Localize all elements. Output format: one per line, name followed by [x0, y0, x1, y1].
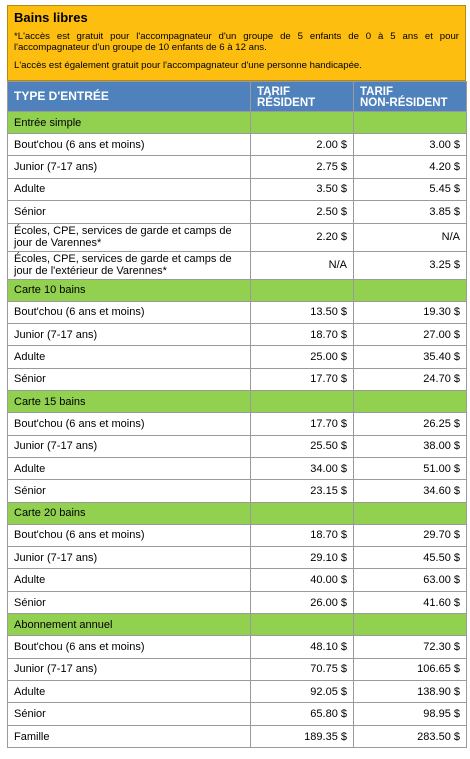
- section-filler: [251, 391, 354, 413]
- section-filler: [354, 279, 467, 301]
- entry-type-cell: Bout'chou (6 ans et moins): [8, 636, 251, 658]
- resident-price-cell: 26.00 $: [251, 591, 354, 613]
- table-row: [8, 301, 467, 323]
- nonresident-price-cell: 3.85 $: [354, 201, 467, 223]
- table-row: [8, 480, 467, 502]
- table-header: [8, 82, 467, 112]
- nonresident-price-cell: 41.60 $: [354, 591, 467, 613]
- nonresident-price-cell: 4.20 $: [354, 156, 467, 178]
- resident-price-cell: 189.35 $: [251, 725, 354, 747]
- section-title: Carte 10 bains: [8, 279, 251, 301]
- nonresident-price-cell: 38.00 $: [354, 435, 467, 457]
- resident-price-cell: 13.50 $: [251, 301, 354, 323]
- section-title: Carte 15 bains: [8, 391, 251, 413]
- nonresident-price-cell: 51.00 $: [354, 457, 467, 479]
- nonresident-price-cell: 19.30 $: [354, 301, 467, 323]
- resident-price-cell: 92.05 $: [251, 681, 354, 703]
- nonresident-price-cell: 5.45 $: [354, 178, 467, 200]
- table-row: [8, 591, 467, 613]
- resident-price-cell: 18.70 $: [251, 524, 354, 546]
- section-filler: [251, 279, 354, 301]
- section-row: [8, 614, 467, 636]
- section-title: Abonnement annuel: [8, 614, 251, 636]
- entry-type-cell: Adulte: [8, 346, 251, 368]
- resident-price-cell: 70.75 $: [251, 658, 354, 680]
- resident-price-cell: 18.70 $: [251, 323, 354, 345]
- entry-type-cell: Bout'chou (6 ans et moins): [8, 301, 251, 323]
- resident-price-cell: 40.00 $: [251, 569, 354, 591]
- table-row: [8, 636, 467, 658]
- table-body: [8, 112, 467, 748]
- table-row: [8, 223, 467, 251]
- entry-type-cell: Junior (7-17 ans): [8, 435, 251, 457]
- entry-type-cell: Adulte: [8, 178, 251, 200]
- notice-title: Bains libres: [14, 10, 88, 25]
- table-row: [8, 156, 467, 178]
- section-filler: [251, 112, 354, 134]
- nonresident-price-cell: 72.30 $: [354, 636, 467, 658]
- table-row: [8, 681, 467, 703]
- entry-type-cell: Junior (7-17 ans): [8, 323, 251, 345]
- nonresident-price-cell: 106.65 $: [354, 658, 467, 680]
- entry-type-cell: Adulte: [8, 457, 251, 479]
- entry-type-cell: Junior (7-17 ans): [8, 156, 251, 178]
- entry-type-cell: Sénior: [8, 703, 251, 725]
- table-row: [8, 457, 467, 479]
- notice-note: *L'accès est gratuit pour l'accompagnateur d'un groupe de 5 enfants de 0 à 5 ans et pour l'accompagnateur d'un groupe de 10 enfants de 6 à 12 ans.: [14, 31, 459, 53]
- resident-price-cell: 2.00 $: [251, 134, 354, 156]
- nonresident-price-cell: 3.25 $: [354, 251, 467, 279]
- nonresident-price-cell: 29.70 $: [354, 524, 467, 546]
- notice-note-accessibility: L'accès est également gratuit pour l'accompagnateur d'une personne handicapée.: [14, 60, 362, 71]
- section-filler: [354, 502, 467, 524]
- nonresident-price-cell: 27.00 $: [354, 323, 467, 345]
- entry-type-cell: Écoles, CPE, services de garde et camps de jour de Varennes*: [8, 223, 251, 251]
- table-row: [8, 413, 467, 435]
- nonresident-price-cell: N/A: [354, 223, 467, 251]
- resident-price-cell: 2.20 $: [251, 223, 354, 251]
- table-row: [8, 251, 467, 279]
- entry-type-cell: Bout'chou (6 ans et moins): [8, 134, 251, 156]
- nonresident-price-cell: 35.40 $: [354, 346, 467, 368]
- entry-type-cell: Junior (7-17 ans): [8, 547, 251, 569]
- table-row: [8, 323, 467, 345]
- table-row: [8, 547, 467, 569]
- table-row: [8, 346, 467, 368]
- resident-price-cell: 2.50 $: [251, 201, 354, 223]
- section-row: [8, 112, 467, 134]
- nonresident-price-cell: 98.95 $: [354, 703, 467, 725]
- resident-price-cell: 34.00 $: [251, 457, 354, 479]
- section-row: [8, 502, 467, 524]
- resident-price-cell: 65.80 $: [251, 703, 354, 725]
- table-row: [8, 658, 467, 680]
- entry-type-cell: Sénior: [8, 201, 251, 223]
- resident-price-cell: 23.15 $: [251, 480, 354, 502]
- nonresident-price-cell: 45.50 $: [354, 547, 467, 569]
- table-row: [8, 569, 467, 591]
- entry-type-cell: Sénior: [8, 591, 251, 613]
- table-row: [8, 703, 467, 725]
- entry-type-cell: Junior (7-17 ans): [8, 658, 251, 680]
- resident-price-cell: 25.00 $: [251, 346, 354, 368]
- nonresident-price-cell: 26.25 $: [354, 413, 467, 435]
- entry-type-cell: Adulte: [8, 569, 251, 591]
- resident-price-cell: 2.75 $: [251, 156, 354, 178]
- entry-type-cell: Adulte: [8, 681, 251, 703]
- resident-price-cell: 29.10 $: [251, 547, 354, 569]
- resident-price-cell: 48.10 $: [251, 636, 354, 658]
- nonresident-price-cell: 283.50 $: [354, 725, 467, 747]
- entry-type-cell: Sénior: [8, 480, 251, 502]
- entry-type-cell: Famille: [8, 725, 251, 747]
- table-row: [8, 725, 467, 747]
- resident-price-cell: 3.50 $: [251, 178, 354, 200]
- section-filler: [354, 614, 467, 636]
- resident-price-cell: 17.70 $: [251, 368, 354, 390]
- resident-price-cell: 25.50 $: [251, 435, 354, 457]
- nonresident-price-cell: 34.60 $: [354, 480, 467, 502]
- table-row: [8, 201, 467, 223]
- table-row: [8, 524, 467, 546]
- section-title: Entrée simple: [8, 112, 251, 134]
- resident-price-cell: N/A: [251, 251, 354, 279]
- header-type: TYPE D'ENTRÉE: [8, 82, 251, 112]
- section-row: [8, 391, 467, 413]
- entry-type-cell: Écoles, CPE, services de garde et camps de jour de l'extérieur de Varennes*: [8, 251, 251, 279]
- section-filler: [251, 614, 354, 636]
- nonresident-price-cell: 138.90 $: [354, 681, 467, 703]
- table-row: [8, 134, 467, 156]
- entry-type-cell: Sénior: [8, 368, 251, 390]
- table-row: [8, 435, 467, 457]
- entry-type-cell: Bout'chou (6 ans et moins): [8, 524, 251, 546]
- table-row: [8, 178, 467, 200]
- resident-price-cell: 17.70 $: [251, 413, 354, 435]
- nonresident-price-cell: 24.70 $: [354, 368, 467, 390]
- nonresident-price-cell: 3.00 $: [354, 134, 467, 156]
- section-row: [8, 279, 467, 301]
- notice-box: [7, 5, 466, 81]
- nonresident-price-cell: 63.00 $: [354, 569, 467, 591]
- section-filler: [354, 112, 467, 134]
- pricing-table: [7, 81, 467, 748]
- header-resident: TARIF RÉSIDENT: [251, 82, 354, 112]
- section-filler: [354, 391, 467, 413]
- entry-type-cell: Bout'chou (6 ans et moins): [8, 413, 251, 435]
- table-row: [8, 368, 467, 390]
- pricing-document: [7, 5, 466, 748]
- section-filler: [251, 502, 354, 524]
- header-nonresident: TARIF NON-RÉSIDENT: [354, 82, 467, 112]
- section-title: Carte 20 bains: [8, 502, 251, 524]
